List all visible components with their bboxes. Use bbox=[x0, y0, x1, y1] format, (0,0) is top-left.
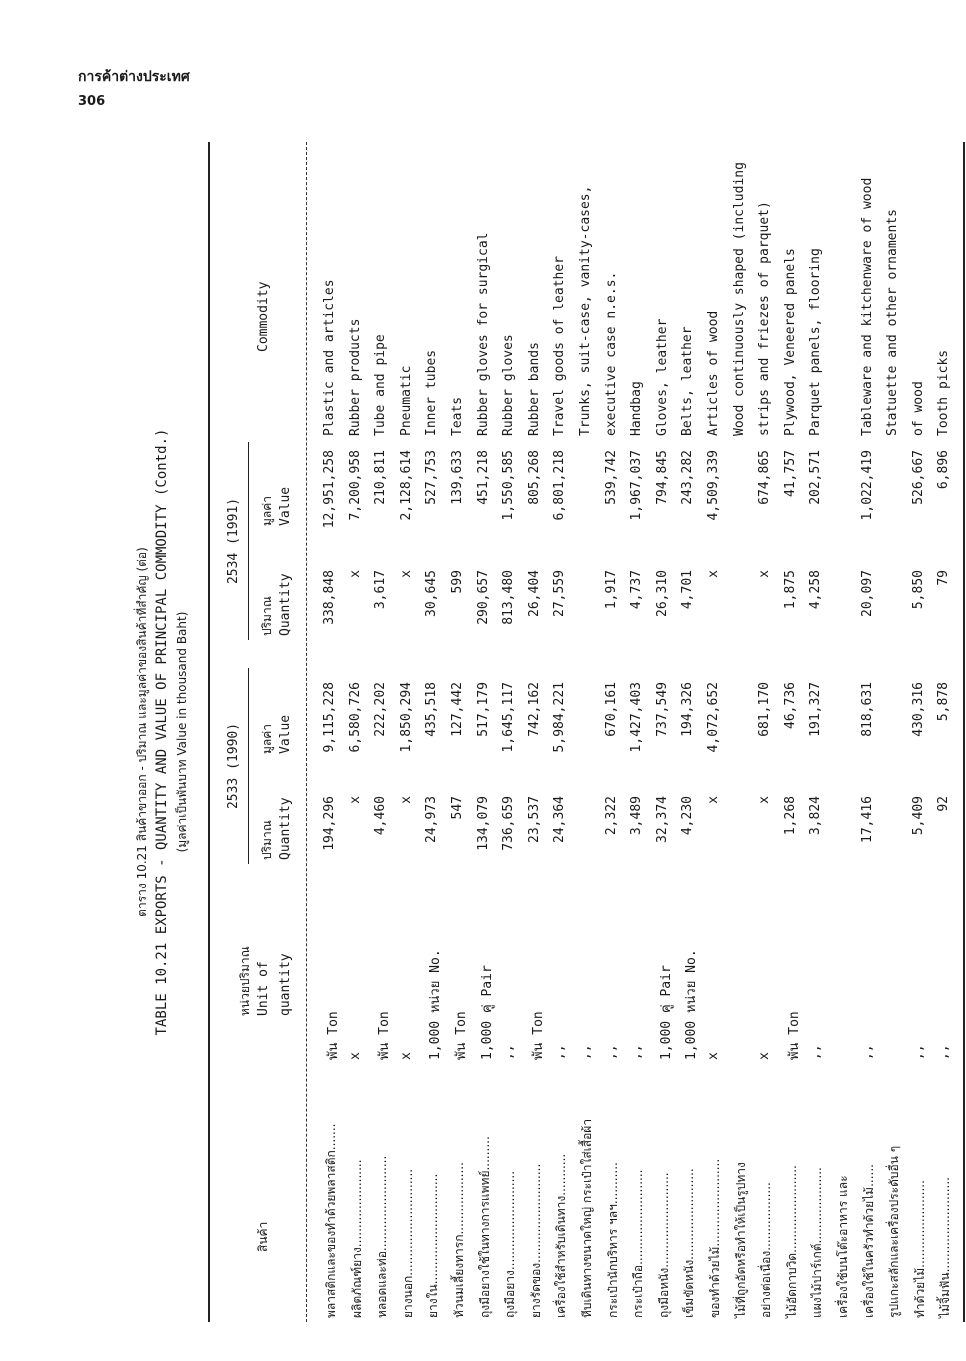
cell-qty-1990: 3,489 bbox=[629, 796, 645, 836]
section-title: การค้าต่างประเทศ bbox=[78, 69, 190, 85]
cell-value-1991: 674,865 bbox=[757, 450, 773, 505]
cell-qty-1990: 3,824 bbox=[808, 796, 824, 836]
value-unit-note: (มูลค่าเป็นพันบาท Value in thousand Baht) bbox=[175, 611, 189, 853]
cell-qty-1990: x bbox=[706, 796, 721, 804]
cell-value-1990: 737,549 bbox=[654, 682, 670, 737]
cell-value-1990: 5,984,221 bbox=[552, 682, 568, 753]
cell-unit: 1,000 คู่ Pair bbox=[658, 965, 674, 1060]
cell-unit: พัน Ton bbox=[326, 1011, 341, 1060]
cell-value-1991: 2,128,614 bbox=[398, 450, 414, 521]
cell-qty-1991: 30,645 bbox=[424, 570, 440, 617]
cell-value-1990: 1,850,294 bbox=[398, 682, 414, 753]
cell-unit: x bbox=[706, 1052, 721, 1060]
cell-unit: ,, bbox=[936, 1044, 952, 1060]
cell-commodity-thai: ถุงมือยางใช้ในทางการแพทย์......... bbox=[477, 1136, 492, 1318]
cell-value-1990: 127,442 bbox=[450, 682, 465, 737]
cell-qty-1991: 3,617 bbox=[373, 570, 389, 610]
cell-commodity-en: Parquet panels, flooring bbox=[808, 248, 824, 436]
cell-value-1991: 805,268 bbox=[526, 450, 542, 505]
cell-qty-1990: 24,973 bbox=[424, 796, 440, 843]
year2-underline bbox=[248, 442, 249, 640]
header-val-en-1: Value bbox=[278, 714, 293, 754]
cell-value-1990: 46,736 bbox=[782, 682, 798, 729]
cell-unit: พัน Ton bbox=[530, 1011, 546, 1060]
title-english: TABLE 10.21 EXPORTS - QUANTITY AND VALUE OF PRINCIPAL COMMODITY (Contd.) bbox=[154, 428, 170, 1036]
cell-commodity-en: Rubber gloves bbox=[501, 334, 517, 436]
cell-qty-1991: 5,850 bbox=[910, 570, 926, 610]
cell-value-1991: 539,742 bbox=[603, 450, 619, 505]
cell-qty-1990: 23,537 bbox=[526, 796, 542, 843]
bottom-rule bbox=[963, 142, 965, 1322]
cell-commodity-thai: ยางรัดของ.......................... bbox=[528, 1163, 543, 1318]
cell-qty-1991: x bbox=[347, 570, 363, 578]
cell-value-1991: 139,633 bbox=[450, 450, 465, 505]
cell-commodity-en: Rubber bands bbox=[526, 342, 542, 436]
cell-value-1991: 1,967,037 bbox=[629, 450, 645, 521]
header-val-en-2: Value bbox=[278, 486, 293, 526]
cell-commodity-thai: ถุงมือหนัง......................... bbox=[656, 1172, 671, 1318]
cell-value-1991: 243,282 bbox=[680, 450, 696, 505]
cell-commodity-en: Articles of wood bbox=[706, 310, 721, 436]
year1-underline bbox=[248, 668, 249, 864]
rotated-table bbox=[118, 142, 966, 1322]
cell-unit: ,, bbox=[808, 1044, 824, 1060]
cell-commodity-thai: เครื่องใช้ในครัวทำด้วยไม้...... bbox=[861, 1164, 876, 1318]
cell-qty-1991: 4,737 bbox=[629, 570, 645, 610]
cell-unit: พัน Ton bbox=[377, 1011, 393, 1060]
cell-value-1991: 527,753 bbox=[424, 450, 440, 505]
cell-value-1990: 6,580,726 bbox=[347, 682, 363, 753]
cell-commodity-en: Plastic and articles bbox=[322, 279, 337, 436]
cell-commodity-en: Inner tubes bbox=[424, 349, 440, 436]
cell-commodity-thai: กระเป๋าถือ......................... bbox=[631, 1169, 646, 1318]
cell-commodity-en: strips and friezes of parquet) bbox=[757, 201, 773, 436]
cell-qty-1990: 547 bbox=[450, 796, 465, 820]
cell-value-1991: 4,509,339 bbox=[706, 450, 721, 521]
cell-commodity-thai: ไม้จิ้มฟัน......................... bbox=[938, 1177, 953, 1318]
cell-value-1990: 194,326 bbox=[680, 682, 696, 737]
cell-value-1990: 742,162 bbox=[526, 682, 542, 737]
cell-commodity-thai: ยางนอก............................ bbox=[400, 1168, 415, 1318]
page-header bbox=[78, 66, 190, 109]
cell-value-1990: 191,327 bbox=[808, 682, 824, 737]
cell-commodity-en: Gloves, leather bbox=[654, 318, 670, 436]
cell-value-1990: 517,179 bbox=[475, 682, 491, 737]
cell-value-1990: 222,202 bbox=[373, 682, 389, 737]
top-rule bbox=[208, 142, 210, 1322]
header-val-thai-1: มูลค่า bbox=[260, 723, 274, 754]
cell-commodity-en: Belts, leather bbox=[680, 326, 696, 436]
cell-qty-1991: x bbox=[757, 570, 773, 578]
header-qty-thai-1: ปริมาณ bbox=[260, 820, 274, 860]
cell-qty-1991: 26,310 bbox=[654, 570, 670, 617]
header-val-thai-2: มูลค่า bbox=[260, 495, 274, 526]
cell-qty-1991: 27,559 bbox=[552, 570, 568, 617]
cell-unit: พัน Ton bbox=[786, 1011, 802, 1060]
cell-qty-1990: 2,322 bbox=[603, 796, 619, 836]
cell-unit: x bbox=[757, 1052, 773, 1060]
cell-value-1990: 818,631 bbox=[859, 682, 875, 737]
header-unit-en-2: quantity bbox=[278, 953, 293, 1016]
cell-unit: x bbox=[398, 1052, 414, 1060]
cell-qty-1991: 1,875 bbox=[782, 570, 798, 610]
cell-value-1990: 1,427,403 bbox=[629, 682, 645, 753]
cell-commodity-en: Trunks, suit-case, vanity-cases, bbox=[578, 185, 593, 436]
cell-commodity-en: Handbag bbox=[629, 381, 645, 436]
cell-commodity-thai: เข็มขัดหนัง........................ bbox=[682, 1168, 697, 1318]
cell-commodity-en: Wood continuously shaped (including bbox=[731, 162, 747, 436]
cell-qty-1991: 813,480 bbox=[501, 570, 517, 625]
cell-qty-1990: x bbox=[347, 796, 363, 804]
cell-commodity-thai: หีบเดินทางขนาดใหญ่ กระเป๋าใส่เสื้อผ้า bbox=[580, 1118, 594, 1318]
cell-qty-1991: 79 bbox=[936, 570, 952, 586]
cell-value-1990: 430,316 bbox=[910, 682, 926, 737]
cell-commodity-en: Plywood, Veneered panels bbox=[782, 248, 798, 436]
cell-unit: ,, bbox=[859, 1044, 875, 1060]
table-title bbox=[132, 142, 192, 1322]
header-unit-en-1: Unit of bbox=[256, 961, 271, 1016]
cell-commodity-en: Rubber products bbox=[347, 318, 363, 436]
cell-commodity-en: Tableware and kitchenware of wood bbox=[859, 177, 875, 436]
cell-unit: 1,000 คู่ Pair bbox=[479, 965, 495, 1060]
cell-unit: 1,000 หน่วย No. bbox=[428, 949, 444, 1060]
cell-commodity-thai: ผลิตภัณฑ์ยาง....................... bbox=[349, 1159, 364, 1318]
cell-qty-1990: x bbox=[398, 796, 414, 804]
cell-qty-1991: x bbox=[706, 570, 721, 578]
cell-unit: ,, bbox=[603, 1044, 619, 1060]
cell-value-1991: 6,801,218 bbox=[552, 450, 568, 521]
cell-qty-1991: 599 bbox=[450, 570, 465, 594]
cell-commodity-en: Tooth picks bbox=[936, 349, 952, 436]
header-qty-thai-2: ปริมาณ bbox=[260, 596, 274, 636]
cell-commodity-thai: ไม้อัดกาบวิด....................... bbox=[784, 1165, 799, 1318]
page-number: 306 bbox=[78, 94, 106, 109]
cell-commodity-en: Teats bbox=[450, 396, 465, 436]
cell-qty-1990: 4,460 bbox=[373, 796, 389, 836]
cell-commodity-thai: อย่างต่อเนื่อง.................. bbox=[759, 1182, 774, 1318]
cell-qty-1991: 1,917 bbox=[603, 570, 619, 610]
cell-qty-1990: 4,230 bbox=[680, 796, 696, 836]
cell-commodity-thai: รูปแกะสลักและเครื่องประดับอื่น ๆ bbox=[887, 1145, 902, 1318]
cell-value-1991: 202,571 bbox=[808, 450, 824, 505]
header-unit-thai: หน่วยปริมาณ bbox=[238, 946, 252, 1016]
header-rule bbox=[306, 142, 307, 1322]
cell-commodity-thai: หัวนมเลี้ยงทารก................... bbox=[452, 1162, 466, 1318]
cell-commodity-thai: แผงไม้ปาร์เกต์.................... bbox=[810, 1167, 825, 1318]
cell-qty-1991: 26,404 bbox=[526, 570, 542, 617]
cell-qty-1990: 194,296 bbox=[322, 796, 337, 851]
header-commodity-en: Commodity bbox=[256, 281, 271, 352]
cell-qty-1991: 290,657 bbox=[475, 570, 491, 625]
cell-value-1990: 435,518 bbox=[424, 682, 440, 737]
header-commodity-thai: สินค้า bbox=[256, 1221, 270, 1252]
cell-commodity-thai: ของทำด้วยไม้....................... bbox=[708, 1158, 722, 1318]
cell-value-1991: 7,200,958 bbox=[347, 450, 363, 521]
cell-qty-1991: x bbox=[398, 570, 414, 578]
cell-qty-1990: 134,079 bbox=[475, 796, 491, 851]
cell-unit: ,, bbox=[910, 1044, 926, 1060]
cell-unit: x bbox=[347, 1052, 363, 1060]
cell-commodity-en: executive case n.e.s. bbox=[603, 271, 619, 436]
cell-value-1991: 526,667 bbox=[910, 450, 926, 505]
cell-qty-1990: 17,416 bbox=[859, 796, 875, 843]
cell-value-1991: 6,896 bbox=[936, 450, 952, 490]
cell-value-1990: 670,161 bbox=[603, 682, 619, 737]
cell-value-1991: 210,811 bbox=[373, 450, 389, 505]
cell-value-1990: 5,878 bbox=[936, 682, 952, 722]
cell-qty-1991: 4,258 bbox=[808, 570, 824, 610]
cell-value-1990: 4,072,652 bbox=[706, 682, 721, 753]
cell-value-1991: 41,757 bbox=[782, 450, 798, 497]
cell-qty-1990: 92 bbox=[936, 796, 952, 812]
cell-qty-1990: 736,659 bbox=[501, 796, 517, 851]
cell-qty-1990: 5,409 bbox=[910, 796, 926, 836]
cell-value-1991: 451,218 bbox=[475, 450, 491, 505]
header-qty-en-2: Quantity bbox=[278, 573, 293, 636]
cell-value-1990: 681,170 bbox=[757, 682, 773, 737]
header-year-1990: 2533 (1990) bbox=[226, 722, 241, 810]
cell-commodity-thai: เครื่องใช้สำหรับเดินทาง........... bbox=[554, 1153, 569, 1318]
cell-qty-1990: 1,268 bbox=[782, 796, 798, 836]
cell-commodity-thai: ไม้ที่ถูกอัดหรือทำให้เป็นรูปทาง bbox=[733, 1162, 748, 1318]
cell-commodity-thai: พลาสติกและของทำด้วยพลาสติก....... bbox=[324, 1123, 338, 1318]
cell-commodity-thai: ถุงมือยาง.......................... bbox=[503, 1170, 518, 1318]
cell-qty-1991: 20,097 bbox=[859, 570, 875, 617]
cell-commodity-en: Tube and pipe bbox=[373, 334, 389, 436]
cell-commodity-en: Rubber gloves for surgical bbox=[475, 232, 491, 436]
cell-value-1990: 1,645,117 bbox=[501, 682, 517, 753]
cell-unit: ,, bbox=[629, 1044, 645, 1060]
header-year-1991: 2534 (1991) bbox=[226, 497, 241, 585]
cell-unit: 1,000 หน่วย No. bbox=[684, 949, 700, 1060]
header-qty-en-1: Quantity bbox=[278, 797, 293, 860]
cell-commodity-thai: ทำด้วยไม้....................... bbox=[912, 1180, 927, 1318]
cell-commodity-en: of wood bbox=[910, 381, 926, 436]
cell-value-1991: 794,845 bbox=[654, 450, 670, 505]
cell-commodity-en: Statuette and other ornaments bbox=[885, 209, 901, 436]
cell-commodity-en: Travel goods of leather bbox=[552, 255, 568, 436]
cell-qty-1990: 24,364 bbox=[552, 796, 568, 843]
cell-qty-1991: 4,701 bbox=[680, 570, 696, 610]
cell-value-1990: 9,115,228 bbox=[322, 682, 337, 753]
cell-unit: ,, bbox=[501, 1044, 517, 1060]
cell-qty-1990: x bbox=[757, 796, 773, 804]
cell-qty-1990: 32,374 bbox=[654, 796, 670, 843]
cell-value-1991: 1,550,585 bbox=[501, 450, 517, 521]
cell-unit: ,, bbox=[552, 1044, 568, 1060]
cell-commodity-thai: กระเป๋านักบริหาร ฯลฯ........... bbox=[605, 1162, 620, 1318]
cell-commodity-thai: ยางใน............................. bbox=[426, 1173, 441, 1318]
cell-qty-1991: 338,848 bbox=[322, 570, 337, 625]
cell-value-1991: 1,022,419 bbox=[859, 450, 875, 521]
cell-value-1991: 12,951,258 bbox=[322, 450, 337, 529]
title-thai: ตาราง 10.21 สินค้าขาออก - ปริมาณ และมูลค่าของสินค้าที่สำคัญ (ต่อ) bbox=[135, 547, 149, 917]
cell-commodity-en: Pneumatic bbox=[398, 365, 414, 436]
cell-commodity-thai: เครื่องใช้บนโต๊ะอาหาร และ bbox=[836, 1175, 850, 1318]
cell-unit: ,, bbox=[578, 1044, 593, 1060]
cell-commodity-thai: หลอดและท่อ......................... bbox=[375, 1155, 390, 1318]
cell-unit: พัน Ton bbox=[454, 1011, 469, 1060]
